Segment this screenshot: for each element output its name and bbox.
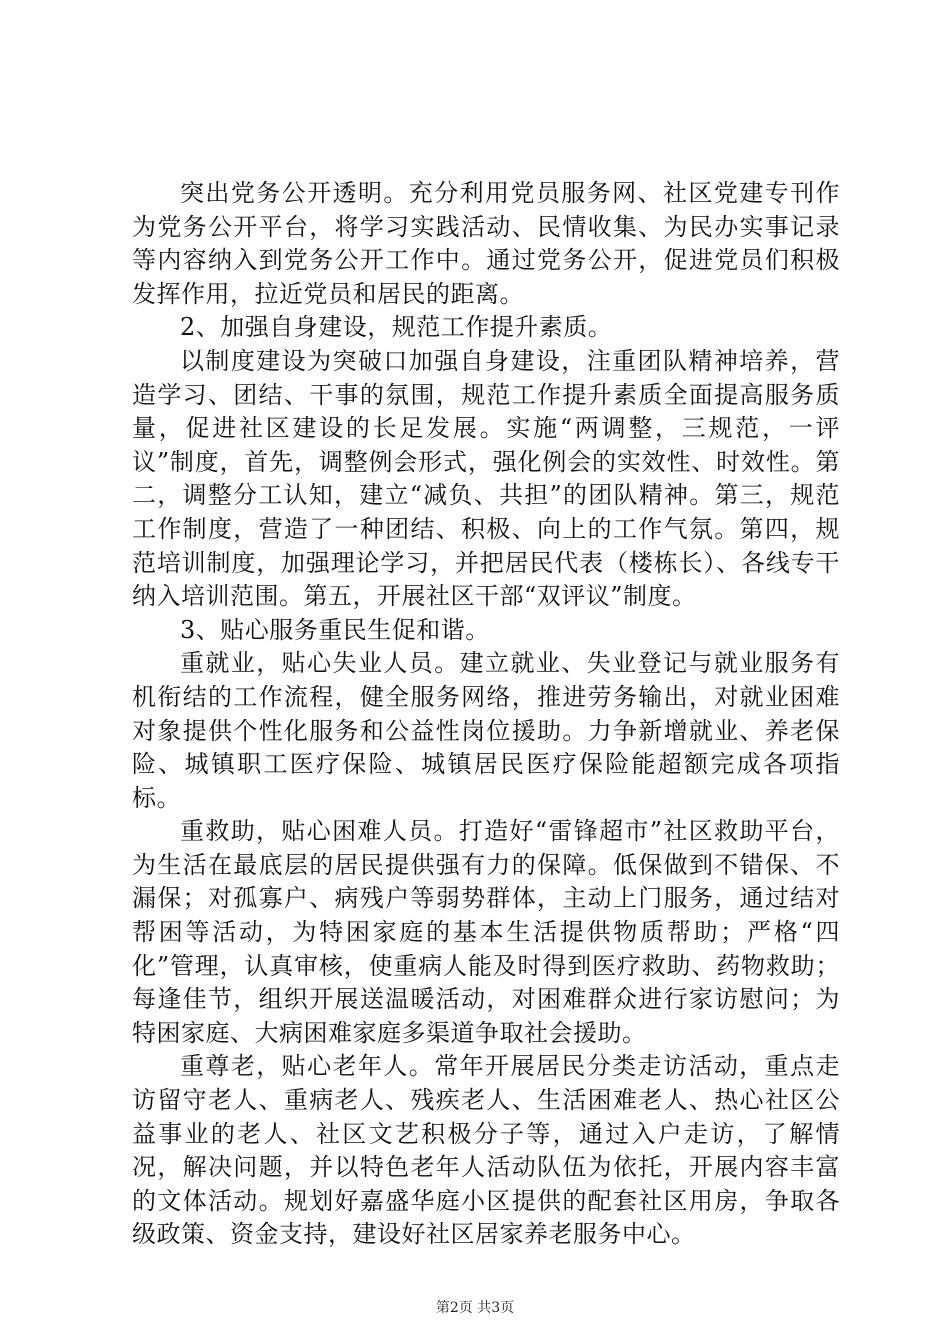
heading-self-construction: 2、加强自身建设，规范工作提升素质。 [180, 313, 613, 342]
paragraph-party-affairs: 突出党务公开透明。充分利用党员服务网、社区党建专刊作为党务公开平台，将学习实践活动、民情收集、为民办实事记录等内容纳入到党务公开工作中。通过党务公开，促进党员们积极发挥作用，拉近党员和居民的距离。 [132, 179, 840, 308]
page-footer: 第2页 共3页 [435, 1300, 515, 1316]
heading-people-livelihood: 3、贴心服务重民生促和谐。 [180, 615, 490, 644]
paragraph-self-construction: 以制度建设为突破口加强自身建设，注重团队精神培养，营造学习、团结、干事的氛围，规范工作提升素质全面提高服务质量，促进社区建设的长足发展。实施“两调整，三规范，一评议”制度，首先，调整例会形式，强化例会的实效性、时效性。第二，调整分工认知，建立“减负、共担”的团队精神。第三，规范工作制度，营造了一种团结、积极、向上的工作气氛。第四，规范培训制度，加强理论学习，并把居民代表（楼栋长）、各线专干纳入培训范围。第五，开展社区干部“双评议”制度。 [132, 346, 840, 611]
paragraph-elderly: 重尊老，贴心老年人。常年开展居民分类走访活动，重点走访留守老人、重病老人、残疾老人、生活困难老人、热心社区公益事业的老人、社区文艺积极分子等，通过入户走访，了解情况，解决问题，并以特色老年人活动队伍为依托，开展内容丰富的文体活动。规划好嘉盛华庭小区提供的配套社区用房，争取各级政策、资金支持，建设好社区居家养老服务中心。 [132, 1052, 840, 1249]
paragraph-employment: 重就业，贴心失业人员。建立就业、失业登记与就业服务有机衔结的工作流程，健全服务网络，推进劳务输出，对就业困难对象提供个性化服务和公益性岗位援助。力争新增就业、养老保险、城镇职工医疗保险、城镇居民医疗保险能超额完成各项指标。 [132, 649, 840, 812]
paragraph-relief: 重救助，贴心困难人员。打造好“雷锋超市”社区救助平台，为生活在最底层的居民提供强有力的保障。低保做到不错保、不漏保；对孤寡户、病残户等弱势群体，主动上门服务，通过结对帮困等活动，为特困家庭的基本生活提供物质帮助；严格“四化”管理，认真审核，使重病人能及时得到医疗救助、药物救助；每逢佳节，组织开展送温暖活动，对困难群众进行家访慰问；为特困家庭、大病困难家庭多渠道争取社会援助。 [132, 817, 840, 1047]
body-text [132, 177, 840, 1252]
